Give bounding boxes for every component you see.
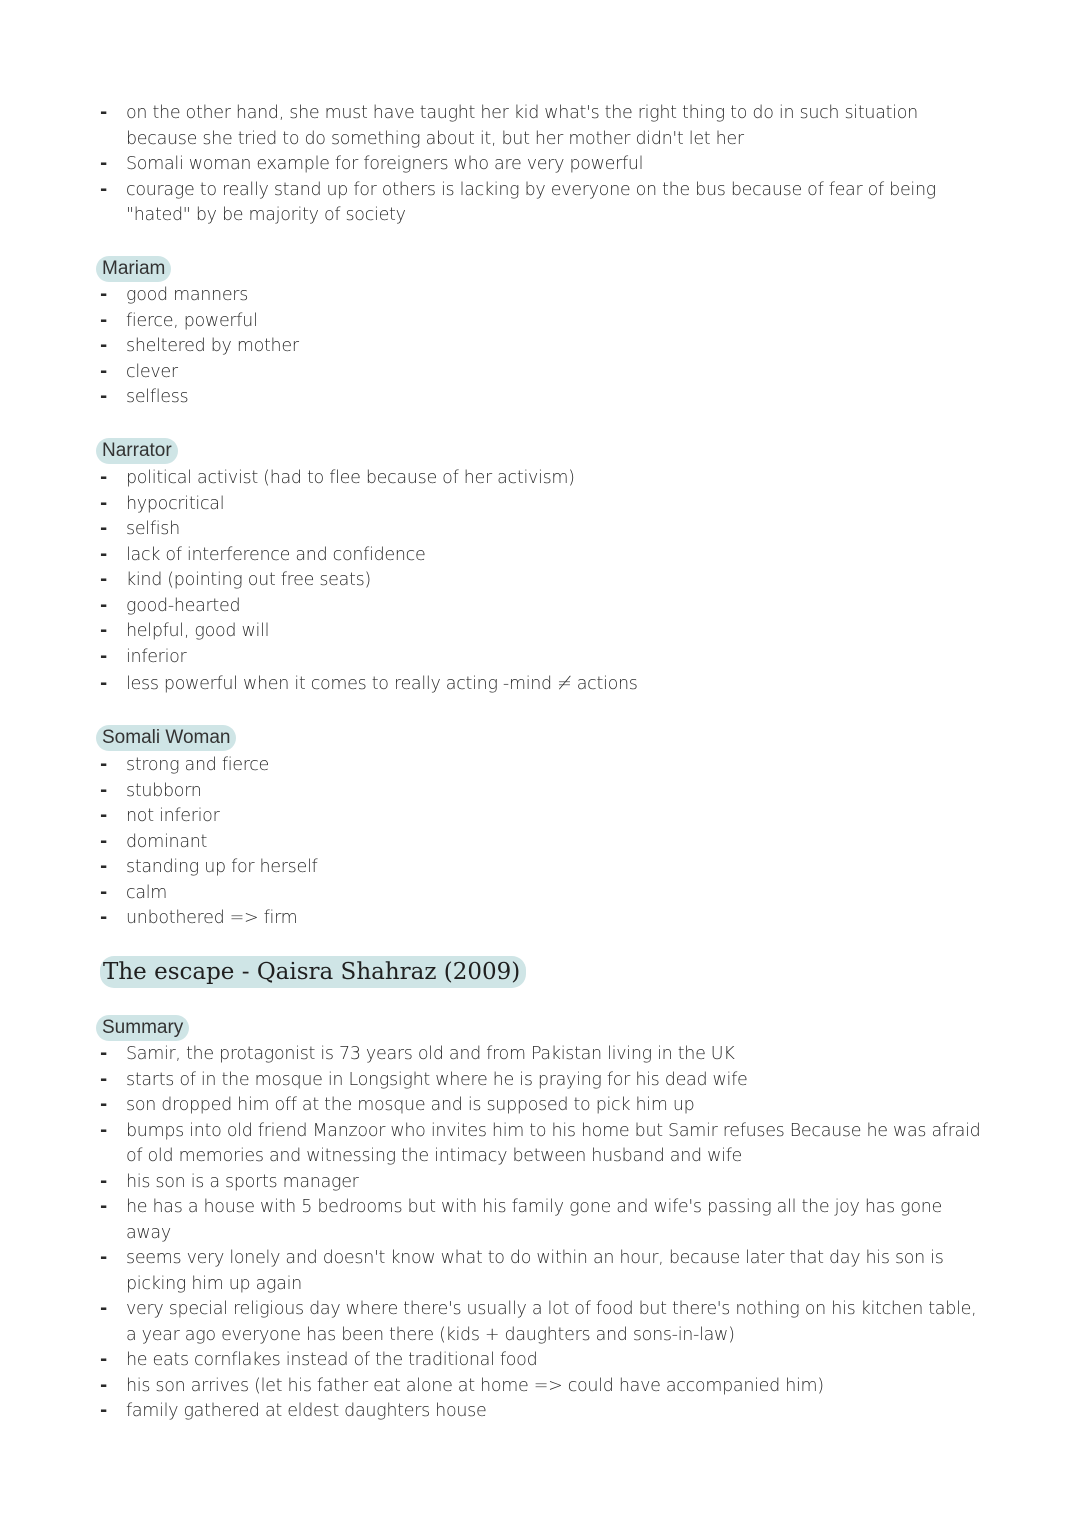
list-item: - very special religious day where there's usually a lot of food but there's nothing on his kitchen table, a year ago everyone has been there (kids + daughters and sons-in-law) bbox=[100, 1297, 990, 1348]
list-item: - calm bbox=[100, 881, 990, 907]
list-item: - family gathered at eldest daughters house bbox=[100, 1399, 990, 1425]
list-item: - not inferior bbox=[100, 804, 990, 830]
section-heading-summary: Summary bbox=[96, 1015, 189, 1041]
list-item: - starts of in the mosque in Longsight where he is praying for his dead wife bbox=[100, 1068, 990, 1094]
list-item: - son dropped him off at the mosque and is supposed to pick him up bbox=[100, 1093, 990, 1119]
list-item: - selfish bbox=[100, 517, 990, 543]
list-item: - kind (pointing out free seats) bbox=[100, 568, 990, 594]
list-item: - fierce, powerful bbox=[100, 309, 990, 335]
list-item: - courage to really stand up for others is lacking by everyone on the bus because of fear of being "hated" by be majority of society bbox=[100, 178, 990, 229]
list-item: - Samir, the protagonist is 73 years old and from Pakistan living in the UK bbox=[100, 1042, 990, 1068]
list-item: - hypocritical bbox=[100, 492, 990, 518]
list-item: - lack of interference and confidence bbox=[100, 543, 990, 569]
list-item: - helpful, good will bbox=[100, 619, 990, 645]
section-heading-mariam: Mariam bbox=[96, 256, 171, 282]
mariam-list bbox=[100, 283, 990, 411]
list-item: - Somali woman example for foreigners who are very powerful bbox=[100, 152, 990, 178]
story-title: The escape - Qaisra Shahraz (2009) bbox=[100, 956, 526, 988]
list-item: - he eats cornflakes instead of the traditional food bbox=[100, 1348, 990, 1374]
list-item: - clever bbox=[100, 360, 990, 386]
list-item: - standing up for herself bbox=[100, 855, 990, 881]
list-item: - on the other hand, she must have taught her kid what's the right thing to do in such situation because she tried to do something about it, but her mother didn't let her bbox=[100, 101, 990, 152]
list-item: - strong and fierce bbox=[100, 753, 990, 779]
list-item: - dominant bbox=[100, 830, 990, 856]
somali-woman-list bbox=[100, 753, 990, 932]
list-item: - unbothered => firm bbox=[100, 906, 990, 932]
narrator-list bbox=[100, 466, 990, 698]
list-item: - good manners bbox=[100, 283, 990, 309]
list-item: - stubborn bbox=[100, 779, 990, 805]
list-item: - he has a house with 5 bedrooms but with his family gone and wife's passing all the joy has gone away bbox=[100, 1195, 990, 1246]
list-item: - political activist (had to flee because of her activism) bbox=[100, 466, 990, 492]
list-item: - good-hearted bbox=[100, 594, 990, 620]
section-heading-somali-woman: Somali Woman bbox=[96, 725, 236, 751]
list-item: - inferior bbox=[100, 645, 990, 671]
summary-list bbox=[100, 1042, 990, 1425]
list-item: - selfless bbox=[100, 385, 990, 411]
list-item: - seems very lonely and doesn't know what to do within an hour, because later that day his son is picking him up again bbox=[100, 1246, 990, 1297]
intro-list bbox=[100, 101, 990, 229]
list-item: - his son is a sports manager bbox=[100, 1170, 990, 1196]
section-heading-narrator: Narrator bbox=[96, 438, 178, 464]
list-item: - his son arrives (let his father eat alone at home => could have accompanied him) bbox=[100, 1374, 990, 1400]
list-item: - sheltered by mother bbox=[100, 334, 990, 360]
list-item: - bumps into old friend Manzoor who invites him to his home but Samir refuses Because he was afraid of old memories and witnessing the intimacy between husband and wife bbox=[100, 1119, 990, 1170]
list-item: - less powerful when it comes to really acting -mind ≠ actions bbox=[100, 672, 990, 698]
